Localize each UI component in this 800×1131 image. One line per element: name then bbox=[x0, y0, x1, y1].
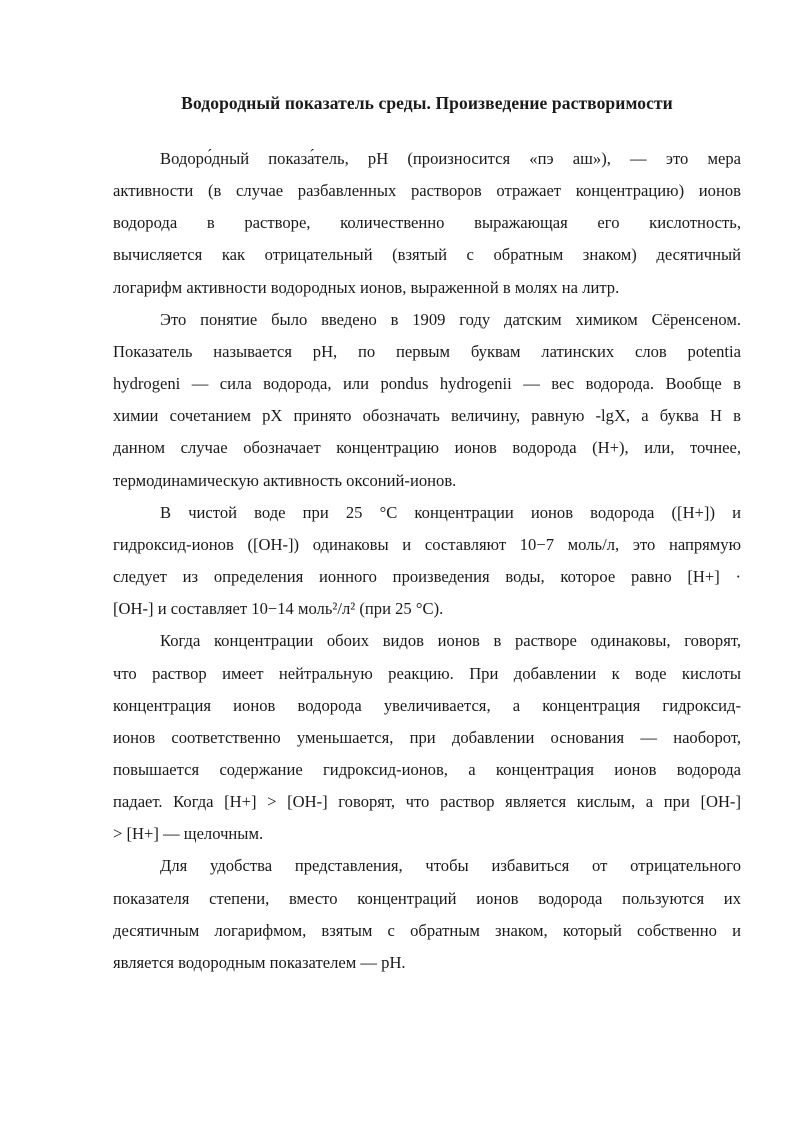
text-line: что раствор имеет нейтральную реакцию. При добавлении к воде кислоты bbox=[113, 663, 741, 683]
text-line: hydrogeni — сила водорода, или pondus hydrogenii — вес водорода. Вообще в bbox=[113, 374, 741, 394]
document-body bbox=[113, 143, 741, 979]
text-line: повышается содержание гидроксид-ионов, а концентрация ионов водорода bbox=[113, 759, 741, 779]
text-line: вычисляется как отрицательный (взятый с обратным знаком) десятичный bbox=[113, 245, 741, 265]
document-title: Водородный показатель среды. Произведение растворимости bbox=[181, 93, 673, 113]
text-line: показателя степени, вместо концентраций ионов водорода пользуются их bbox=[113, 888, 741, 908]
text-line: Когда концентрации обоих видов ионов в растворе одинаковы, говорят, bbox=[160, 631, 741, 651]
text-line: Показатель называется pH, по первым буквам латинских слов potentia bbox=[113, 341, 741, 361]
text-line: > [H+] — щелочным. bbox=[113, 824, 264, 844]
text-line: Водоро́дный показа́тель, pH (произносится «пэ аш»), — это мера bbox=[160, 149, 741, 168]
text-line: десятичным логарифмом, взятым с обратным знаком, который собственно и bbox=[113, 920, 741, 940]
text-line: падает. Когда [H+] > [OH-] говорят, что раствор является кислым, а при [OH-] bbox=[113, 792, 741, 812]
text-line: Для удобства представления, чтобы избавиться от отрицательного bbox=[160, 856, 741, 876]
paragraph bbox=[113, 304, 741, 497]
text-line: химии сочетанием pX принято обозначать величину, равную -lgX, а буква H в bbox=[113, 406, 741, 426]
text-line: гидроксид-ионов ([OH-]) одинаковы и составляют 10−7 моль/л, это напрямую bbox=[113, 534, 741, 554]
text-line: В чистой воде при 25 °C концентрации ионов водорода ([H+]) и bbox=[160, 502, 741, 522]
text-line: следует из определения ионного произведения воды, которое равно [H+] · bbox=[113, 567, 741, 587]
text-line: термодинамическую активность оксоний-ионов. bbox=[113, 470, 457, 490]
text-line: [OH-] и составляет 10−14 моль²/л² (при 25 °C). bbox=[113, 599, 444, 619]
text-line: концентрация ионов водорода увеличивается, а концентрация гидроксид- bbox=[113, 695, 741, 715]
paragraph bbox=[113, 497, 741, 626]
text-line: активности (в случае разбавленных растворов отражает концентрацию) ионов bbox=[113, 181, 741, 201]
text-line: данном случае обозначает концентрацию ионов водорода (H+), или, точнее, bbox=[113, 438, 741, 458]
text-line: является водородным показателем — pH. bbox=[113, 952, 406, 972]
text-line: логарифм активности водородных ионов, выраженной в молях на литр. bbox=[113, 277, 620, 297]
text-line: Это понятие было введено в 1909 году датским химиком Сёренсеном. bbox=[160, 309, 741, 329]
text-line: водорода в растворе, количественно выражающая его кислотность, bbox=[113, 213, 741, 233]
paragraph bbox=[113, 143, 741, 304]
text-line: ионов соответственно уменьшается, при добавлении основания — наоборот, bbox=[113, 727, 741, 747]
paragraph bbox=[113, 625, 741, 850]
paragraph bbox=[113, 850, 741, 979]
